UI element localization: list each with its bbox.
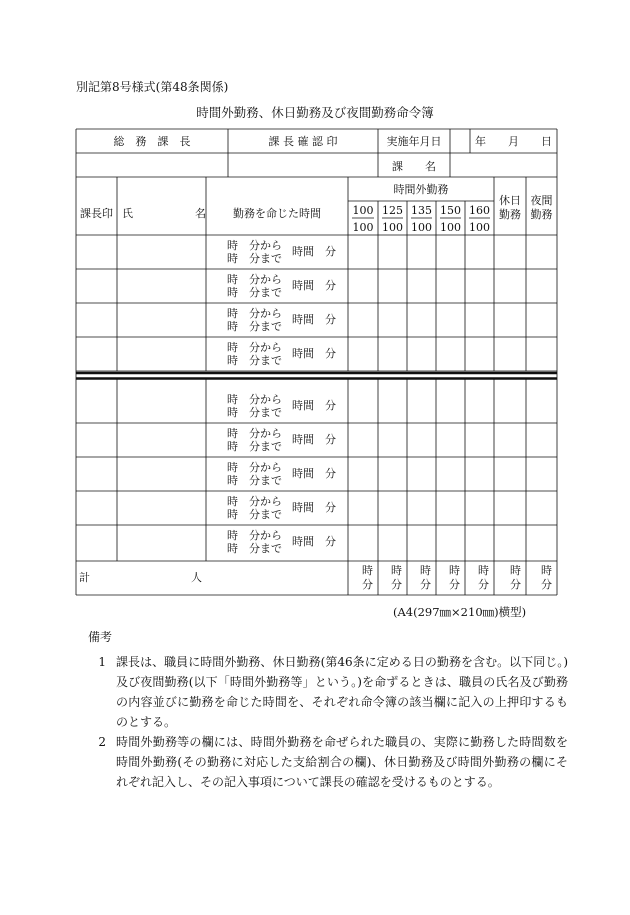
document-title: 時間外勤務、休日勤務及び夜間勤務命令簿 [196, 105, 434, 120]
hours-minutes-label: 時間 分 [292, 501, 336, 514]
time-from-label: 時 分から [227, 393, 282, 406]
form-reference: 別記第8号様式(第48条関係) [76, 80, 229, 94]
total-minute-label: 分 [510, 578, 521, 591]
rate-numerator: 100 [352, 204, 374, 217]
time-to-label: 時 分まで [227, 320, 282, 333]
ka-mei-label: 課 名 [392, 160, 436, 173]
hours-minutes-label: 時間 分 [292, 399, 336, 412]
time-from-label: 時 分から [227, 427, 282, 440]
notes-list [78, 652, 568, 792]
somu-kacho-label: 総 務 課 長 [113, 135, 191, 148]
rate-denominator: 100 [352, 221, 374, 234]
total-hour-label: 時 [478, 564, 489, 577]
yakan-header-1: 夜間 [530, 194, 553, 207]
notes-heading: 備考 [88, 630, 113, 644]
meijita-jikan-header: 勤務を命じた時間 [233, 207, 321, 220]
time-to-label: 時 分まで [227, 474, 282, 487]
total-minute-label: 分 [362, 578, 373, 591]
time-from-label: 時 分から [227, 341, 282, 354]
note-text: 課長は、職員に時間外勤務、休日勤務(第46条に定める日の勤務を含む。以下同じ。)及び夜間勤務(以下「時間外勤務等」という。)を命ずるときは、職員の氏名及び勤務の内容並びに勤務を命じた時間を、それぞれ命令簿の該当欄に記入の上押印するものとする。 [116, 655, 568, 729]
time-to-label: 時 分まで [227, 252, 282, 265]
hours-minutes-label: 時間 分 [292, 313, 336, 326]
time-from-label: 時 分から [227, 273, 282, 286]
kyujitsu-header-2: 勤務 [499, 208, 521, 221]
rate-denominator: 100 [382, 221, 403, 234]
hours-minutes-label: 時間 分 [292, 433, 336, 446]
time-to-label: 時 分まで [227, 406, 282, 419]
total-hour-label: 時 [420, 564, 431, 577]
hours-minutes-label: 時間 分 [292, 279, 336, 292]
total-minute-label: 分 [541, 578, 552, 591]
shi-header: 氏 [122, 207, 133, 220]
time-to-label: 時 分まで [227, 354, 282, 367]
rate-numerator: 125 [382, 204, 403, 217]
total-hour-label: 時 [391, 564, 402, 577]
order-register-table [76, 129, 557, 595]
total-minute-label: 分 [391, 578, 402, 591]
nin-label: 人 [191, 571, 202, 584]
kacho-kakunin-label: 課 長 確 認 印 [268, 135, 338, 148]
time-to-label: 時 分まで [227, 508, 282, 521]
note-item [78, 652, 568, 732]
time-to-label: 時 分まで [227, 440, 282, 453]
hours-minutes-label: 時間 分 [292, 467, 336, 480]
note-text: 時間外勤務等の欄には、時間外勤務を命ぜられた職員の、実際に勤務した時間数を時間外勤務(その勤務に対応した支給割合の欄)、休日勤務及び時間外勤務の欄にそれぞれ記入し、その記入事項について課長の確認を受けるものとする。 [116, 735, 568, 789]
time-from-label: 時 分から [227, 239, 282, 252]
total-minute-label: 分 [449, 578, 460, 591]
kyujitsu-header-1: 休日 [499, 194, 521, 207]
rate-numerator: 160 [469, 204, 490, 217]
time-from-label: 時 分から [227, 307, 282, 320]
kacho-in-header: 課長印 [80, 207, 113, 220]
date-fields: 年 月 日 [475, 135, 552, 148]
hours-minutes-label: 時間 分 [292, 347, 336, 360]
note-number: 1 [98, 655, 106, 669]
table-grid-lines [76, 129, 557, 595]
total-hour-label: 時 [362, 564, 373, 577]
mei-header: 名 [195, 207, 206, 220]
rate-denominator: 100 [469, 221, 490, 234]
hours-minutes-label: 時間 分 [292, 245, 336, 258]
note-number: 2 [98, 735, 106, 749]
total-hour-label: 時 [510, 564, 521, 577]
rate-denominator: 100 [411, 221, 432, 234]
time-to-label: 時 分まで [227, 542, 282, 555]
yakan-header-2: 勤務 [530, 208, 553, 221]
note-item [78, 732, 568, 792]
total-minute-label: 分 [420, 578, 431, 591]
jikangai-header: 時間外勤務 [393, 183, 449, 196]
hours-minutes-label: 時間 分 [292, 535, 336, 548]
total-hour-label: 時 [449, 564, 460, 577]
jisshi-date-label: 実施年月日 [386, 135, 442, 148]
total-hour-label: 時 [541, 564, 552, 577]
time-from-label: 時 分から [227, 495, 282, 508]
rate-numerator: 135 [411, 204, 432, 217]
paper-size-note: (A4(297㎜×210㎜)横型) [393, 605, 527, 619]
time-to-label: 時 分まで [227, 286, 282, 299]
time-from-label: 時 分から [227, 461, 282, 474]
total-minute-label: 分 [478, 578, 489, 591]
rate-denominator: 100 [440, 221, 461, 234]
rate-numerator: 150 [440, 204, 461, 217]
time-from-label: 時 分から [227, 529, 282, 542]
kei-label: 計 [79, 571, 90, 584]
